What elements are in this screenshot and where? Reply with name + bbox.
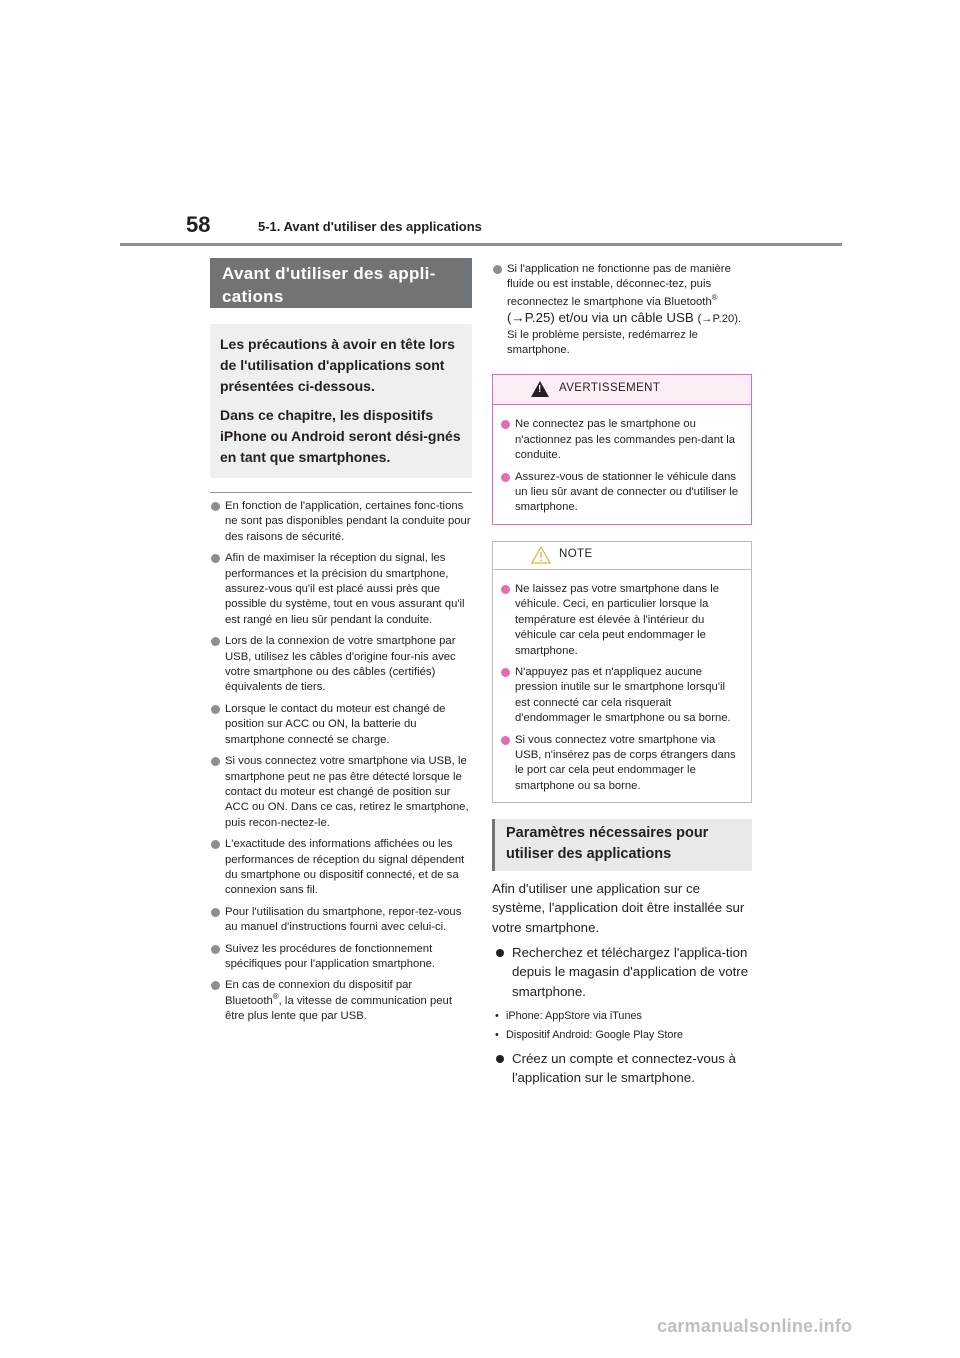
note-header (493, 542, 751, 570)
list-item (210, 905, 472, 936)
note-triangle-icon (531, 546, 551, 564)
list-item (210, 837, 472, 899)
list-item (500, 733, 743, 795)
list-item-text: En cas de connexion du dispositif par Bluetooth (225, 979, 413, 1007)
step-item (492, 943, 752, 1002)
list-item (500, 470, 743, 516)
bullet-dot-icon (501, 473, 510, 482)
list-item-text: N'appuyez pas et n'appliquez aucune pression inutile sur le smartphone lorsqu'il est connecté car cela risquerait d'endommager le smartphone ou sa borne. (515, 665, 731, 725)
page-reference-link[interactable]: (→P.25) (507, 310, 555, 326)
list-item: • Dispositif Android: Google Play Store (492, 1027, 752, 1043)
list-item (500, 582, 743, 659)
list-item (210, 499, 472, 545)
watermark: carmanualsonline.info (657, 1316, 853, 1336)
step-item (492, 1049, 752, 1088)
bullet-dot-icon (211, 981, 220, 990)
list-item-text: Afin de maximiser la réception du signal, les performances et la précision du smartphone, assurez-vous qu'il est placé aussi près que possible du système, tout en vous assurant qu'il est rangé en lieu sûr pendant la conduite. (225, 552, 465, 626)
list-item (500, 417, 743, 463)
bullet-dot-icon (501, 736, 510, 745)
list-item-text: Lorsque le contact du moteur est changé de position sur ACC ou ON, la batterie du smartphone connecté se charge. (225, 702, 446, 746)
bullet-dot-icon (211, 705, 220, 714)
list-item (500, 665, 743, 727)
list-item (210, 702, 472, 748)
intro-box (210, 324, 472, 478)
bullet-dot-icon (211, 908, 220, 917)
list-item-text: En fonction de l'application, certaines fonc-tions ne sont pas disponibles pendant la conduite pour des raisons de sécurité. (225, 500, 471, 543)
list-item-text: Si vous connectez votre smartphone via USB, le smartphone peut ne pas être détecté lorsque le contact du moteur est changé de position sur ACC ou ON. Dans ce cas, retirez le smartphone, puis recon-nectez-le. (225, 755, 469, 829)
left-column (210, 258, 472, 1025)
note-box (492, 541, 752, 803)
note-list (493, 574, 751, 802)
bullet-dot-icon (211, 840, 220, 849)
bullet-dot-icon (211, 554, 220, 563)
list-item (210, 551, 472, 628)
bullet-dot-icon (211, 945, 220, 954)
step-text: Créez un compte et connectez-vous à l'application sur le smartphone. (512, 1050, 736, 1086)
bullet-dot-icon (211, 757, 220, 766)
list-item-text: Lors de la connexion de votre smartphone par USB, utilisez les câbles d'origine four-nis avec votre smartphone ou des câbles (certifiés) équivalents de tiers. (225, 635, 456, 694)
list-item (210, 634, 472, 696)
exclamation-icon: ! (538, 384, 542, 396)
list-item-text: Si vous connectez votre smartphone via USB, n'insérez pas de corps étrangers dans le port car cela peut endommager le smartphone ou sa borne. (515, 733, 736, 792)
intro-paragraph: Les précautions à avoir en tête lors de l'utilisation d'applications sont présentées ci-dessous. (220, 336, 455, 394)
right-column (492, 258, 752, 1088)
running-header: 5-1. Avant d'utiliser des applications (258, 219, 482, 234)
section-title: Paramètres nécessaires pour utiliser des applications (492, 819, 752, 871)
bullet-dot-icon (211, 502, 220, 511)
list-item-text: , la vitesse de communication peut être plus lente que par USB. (225, 994, 452, 1023)
page-number: 58 (186, 212, 211, 237)
note-label: NOTE (559, 547, 593, 560)
precautions-list (210, 499, 472, 1025)
reconnect-list (492, 262, 752, 358)
list-item-text: L'exactitude des informations affichées ou les performances de réception du signal dépendent du smartphone ou dispositif connecté, et de sa connexion sans fil. (225, 838, 465, 897)
bullet-dot-icon (501, 585, 510, 594)
step-text: Recherchez et téléchargez l'applica-tion depuis le magasin d'application de votre smartphone. (512, 944, 749, 999)
warning-label: AVERTISSEMENT (559, 382, 661, 395)
list-item: • iPhone: AppStore via iTunes (492, 1008, 752, 1024)
bullet-dot-icon (211, 637, 220, 646)
bullet-dot-icon (493, 265, 502, 274)
store-list (492, 1008, 752, 1043)
list-item-text: Si l'application ne fonctionne pas de manière fluide ou est instable, déconnec-tez, puis reconnectez le smartphone via Bluetooth (507, 263, 731, 308)
list-item (210, 978, 472, 1024)
intro-paragraph: Dans ce chapitre, les dispositifs iPhone ou Android seront dési-gnés en tant que smartphones. (220, 407, 461, 465)
section-title: Avant d'utiliser des appli-cations (210, 258, 472, 308)
list-item (210, 942, 472, 973)
list-item-text: Assurez-vous de stationner le véhicule dans un lieu sûr avant de connecter ou d'utiliser le smartphone. (515, 470, 739, 514)
step-bullet-icon (496, 1055, 504, 1063)
header-rule (120, 243, 842, 246)
step-bullet-icon (496, 949, 504, 957)
list-item-text: et/ou via un câble USB (554, 310, 698, 326)
list-item-text: Si le problème persiste, redémarrez le smartphone. (507, 328, 698, 357)
registered-mark: ® (272, 992, 279, 1002)
list-item-text: Ne connectez pas le smartphone ou n'actionnez pas les commandes pen-dant la conduite. (515, 418, 736, 462)
warning-box (492, 374, 752, 524)
list-item (210, 754, 472, 831)
body-paragraph: Afin d'utiliser une application sur ce système, l'application doit être installée sur votre smartphone. (492, 881, 745, 935)
list-item-text: Ne laissez pas votre smartphone dans le véhicule. Ceci, en particulier lorsque la température est élevée à l'intérieur du véhicule car cela peut endommager le smartphone. (515, 582, 720, 657)
list-item-text: Pour l'utilisation du smartphone, repor-tez-vous au manuel d'instructions fourni avec celui-ci. (225, 905, 462, 934)
warning-list (493, 409, 751, 523)
bullet-dot-icon (501, 420, 510, 429)
warning-header (493, 375, 751, 405)
page-reference-link[interactable]: (→P.20). (697, 313, 742, 326)
registered-mark: ® (711, 293, 718, 303)
list-item-text: Suivez les procédures de fonctionnement spécifiques pour l'application smartphone. (225, 942, 436, 970)
list-item (492, 262, 752, 358)
bullet-dot-icon (501, 668, 510, 677)
divider (210, 492, 472, 493)
